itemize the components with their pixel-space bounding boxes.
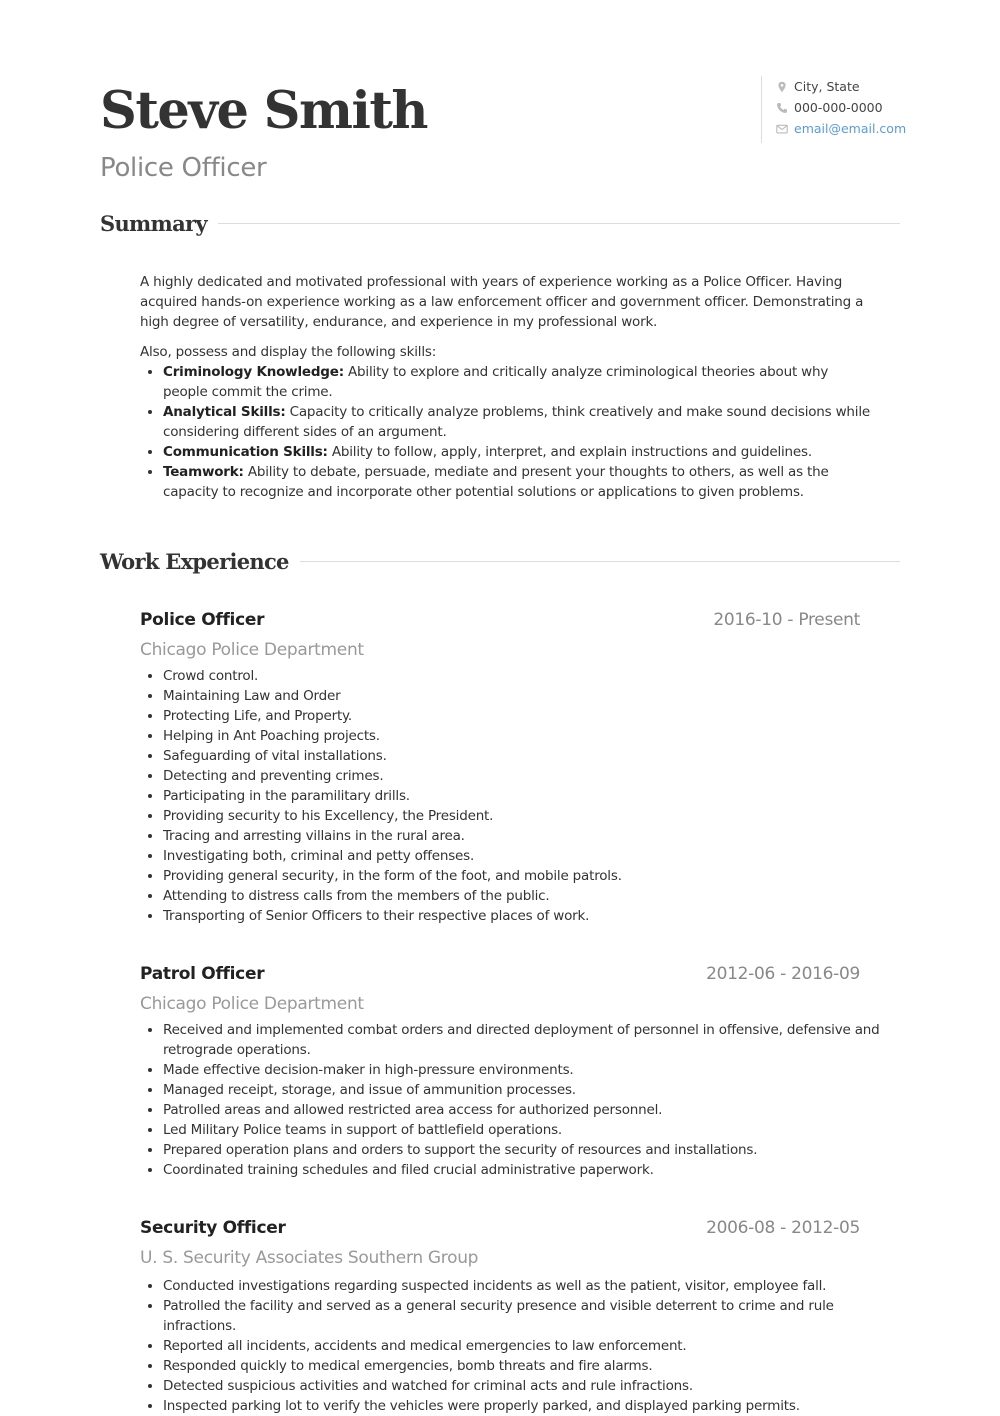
skill-label: Analytical Skills: — [163, 404, 286, 420]
experience-section-header — [100, 543, 900, 579]
list-item: • Managed receipt, storage, and issue of ammunition processes. — [163, 1080, 883, 1100]
job-title: Security Officer — [140, 1218, 286, 1238]
list-item: • Patrolled areas and allowed restricted area access for authorized personnel. — [163, 1100, 883, 1120]
list-item — [163, 402, 870, 442]
envelope-icon — [776, 123, 788, 135]
list-item: • Crowd control. — [163, 666, 883, 686]
contact-location — [776, 76, 900, 97]
list-item: • Detected suspicious activities and watched for criminal acts and rule infractions. — [163, 1376, 883, 1396]
job-dates: 2006-08 - 2012-05 — [706, 1218, 860, 1238]
list-item: • Providing security to his Excellency, the President. — [163, 806, 883, 826]
job-title: Police Officer — [140, 610, 265, 630]
list-item: • Participating in the paramilitary drills. — [163, 786, 883, 806]
contact-phone-text: 000-000-0000 — [794, 100, 883, 115]
skill-text: Ability to follow, apply, interpret, and explain instructions and guidelines. — [327, 444, 812, 460]
job-title: Patrol Officer — [140, 964, 265, 984]
skill-text: Ability to explore and critically analyze criminological theories about why people commit the crime. — [163, 364, 829, 400]
list-item: • Maintaining Law and Order — [163, 686, 883, 706]
job-duties-list — [140, 666, 883, 926]
list-item: • Led Military Police teams in support of battlefield operations. — [163, 1120, 883, 1140]
job-company: Chicago Police Department — [140, 994, 364, 1014]
job-company: Chicago Police Department — [140, 640, 364, 660]
list-item: • Inspected parking lot to verify the vehicles were properly parked, and displayed parking permits. — [163, 1396, 883, 1416]
map-pin-icon — [776, 81, 788, 93]
section-divider — [218, 223, 900, 224]
candidate-title: Police Officer — [100, 153, 267, 183]
phone-icon — [776, 102, 788, 114]
list-item: • Providing general security, in the form of the foot, and mobile patrols. — [163, 866, 883, 886]
skill-label: Communication Skills: — [163, 444, 328, 460]
experience-heading: Work Experience — [100, 548, 289, 574]
list-item: • Detecting and preventing crimes. — [163, 766, 883, 786]
contact-location-text: City, State — [794, 79, 860, 94]
list-item: • Patrolled the facility and served as a general security presence and visible deterrent to crime and rule infractions. — [163, 1296, 883, 1336]
candidate-name: Steve Smith — [100, 81, 427, 141]
list-item — [163, 462, 870, 502]
list-item — [163, 362, 870, 402]
contact-email-link[interactable]: email@email.com — [794, 121, 907, 136]
job-dates: 2016-10 - Present — [713, 610, 860, 630]
skill-label: Criminology Knowledge: — [163, 364, 344, 380]
summary-paragraph: A highly dedicated and motivated professional with years of experience working as a Police Officer. Having acquired hands-on experience working as a law enforcement officer and government officer. Demonstrating a high degree of versatility, endurance, and experience in my professional work. — [140, 274, 864, 330]
job-duties-list — [140, 1020, 883, 1180]
list-item: • Protecting Life, and Property. — [163, 706, 883, 726]
list-item: • Coordinated training schedules and filed crucial administrative paperwork. — [163, 1160, 883, 1180]
list-item: • Safeguarding of vital installations. — [163, 746, 883, 766]
list-item: • Conducted investigations regarding suspected incidents as well as the patient, visitor, employee fall. — [163, 1276, 883, 1296]
list-item — [163, 442, 870, 462]
contact-email — [776, 118, 907, 139]
job-dates: 2012-06 - 2016-09 — [706, 964, 860, 984]
list-item: • Reported all incidents, accidents and medical emergencies to law enforcement. — [163, 1336, 883, 1356]
summary-section-header — [100, 205, 900, 241]
list-item: • Prepared operation plans and orders to support the security of resources and installations. — [163, 1140, 883, 1160]
skills-intro: Also, possess and display the following skills: — [140, 344, 437, 360]
list-item: • Attending to distress calls from the members of the public. — [163, 886, 883, 906]
contact-phone — [776, 97, 900, 118]
contact-block — [761, 76, 907, 143]
list-item: • Tracing and arresting villains in the rural area. — [163, 826, 883, 846]
job-duties-list — [140, 1276, 883, 1416]
list-item: • Helping in Ant Poaching projects. — [163, 726, 883, 746]
skills-list — [140, 362, 870, 502]
list-item: • Transporting of Senior Officers to their respective places of work. — [163, 906, 883, 926]
job-company: U. S. Security Associates Southern Group — [140, 1248, 479, 1268]
skill-label: Teamwork: — [163, 464, 244, 480]
section-divider — [300, 561, 900, 562]
list-item: • Made effective decision-maker in high-pressure environments. — [163, 1060, 883, 1080]
list-item: • Responded quickly to medical emergencies, bomb threats and fire alarms. — [163, 1356, 883, 1376]
summary-heading: Summary — [100, 210, 207, 236]
list-item: • Investigating both, criminal and petty offenses. — [163, 846, 883, 866]
skill-text: Capacity to critically analyze problems, think creatively and make sound decisions while considering different sides of an argument. — [163, 404, 870, 440]
skill-text: Ability to debate, persuade, mediate and present your thoughts to others, as well as the capacity to recognize and incorporate other potential solutions or applications to given problems. — [163, 464, 829, 500]
summary-body — [140, 272, 870, 502]
list-item: • Received and implemented combat orders and directed deployment of personnel in offensive, defensive and retrograde operations. — [163, 1020, 883, 1060]
